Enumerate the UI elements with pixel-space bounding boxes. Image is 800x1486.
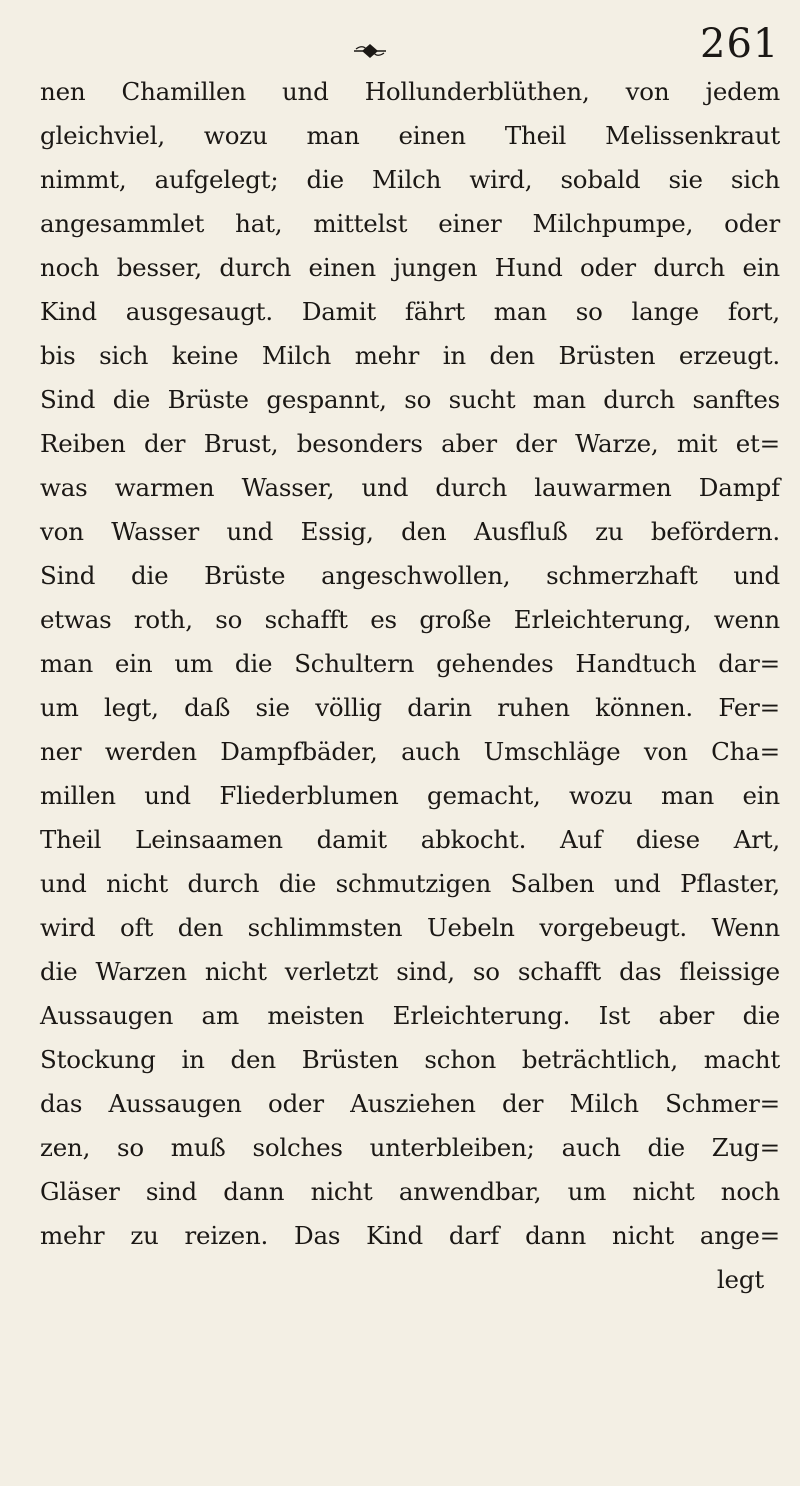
- text-line: mehr zu reizen. Das Kind darf dann nicht ange=: [40, 1221, 780, 1250]
- text-line: gleichviel, wozu man einen Theil Melissenkraut: [40, 121, 780, 150]
- text-line: Kind ausgesaugt. Damit fährt man so lange fort,: [40, 297, 780, 326]
- text-line: Reiben der Brust, besonders aber der Warze, mit et=: [40, 429, 780, 458]
- text-line: Aussaugen am meisten Erleichterung. Ist aber die: [40, 1001, 780, 1030]
- text-line: noch besser, durch einen jungen Hund oder durch ein: [40, 253, 780, 282]
- ornament-icon: [352, 40, 388, 62]
- text-line: Sind die Brüste angeschwollen, schmerzhaft und: [40, 561, 780, 590]
- text-line: nen Chamillen und Hollunderblüthen, von jedem: [40, 77, 780, 106]
- text-line: wird oft den schlimmsten Uebeln vorgebeugt. Wenn: [40, 913, 780, 942]
- text-line: ner werden Dampfbäder, auch Umschläge von Cha=: [40, 737, 780, 766]
- text-line: und nicht durch die schmutzigen Salben und Pflaster,: [40, 869, 780, 898]
- text-line: zen, so muß solches unterbleiben; auch die Zug=: [40, 1133, 780, 1162]
- text-line: Gläser sind dann nicht anwendbar, um nicht noch: [40, 1177, 780, 1206]
- text-line: Theil Leinsaamen damit abkocht. Auf diese Art,: [40, 825, 780, 854]
- body-text: [40, 70, 780, 1302]
- text-line: nimmt, aufgelegt; die Milch wird, sobald sie sich: [40, 165, 780, 194]
- text-line: millen und Fliederblumen gemacht, wozu man ein: [40, 781, 780, 810]
- text-line: etwas roth, so schafft es große Erleichterung, wenn: [40, 605, 780, 634]
- text-line: angesammlet hat, mittelst einer Milchpumpe, oder: [40, 209, 780, 238]
- catchword: legt: [716, 1265, 764, 1294]
- text-line: man ein um die Schultern gehendes Handtuch dar=: [40, 649, 780, 678]
- text-line: um legt, daß sie völlig darin ruhen können. Fer=: [40, 693, 780, 722]
- page-number: 261: [700, 21, 780, 67]
- text-line: Sind die Brüste gespannt, so sucht man durch sanftes: [40, 385, 780, 414]
- text-line: Stockung in den Brüsten schon beträchtlich, macht: [40, 1045, 780, 1074]
- text-line: was warmen Wasser, und durch lauwarmen Dampf: [40, 473, 780, 502]
- text-line: bis sich keine Milch mehr in den Brüsten erzeugt.: [40, 341, 780, 370]
- text-line: von Wasser und Essig, den Ausfluß zu befördern.: [40, 517, 780, 546]
- text-line: das Aussaugen oder Ausziehen der Milch Schmer=: [40, 1089, 780, 1118]
- text-line: die Warzen nicht verletzt sind, so schafft das fleissige: [40, 957, 780, 986]
